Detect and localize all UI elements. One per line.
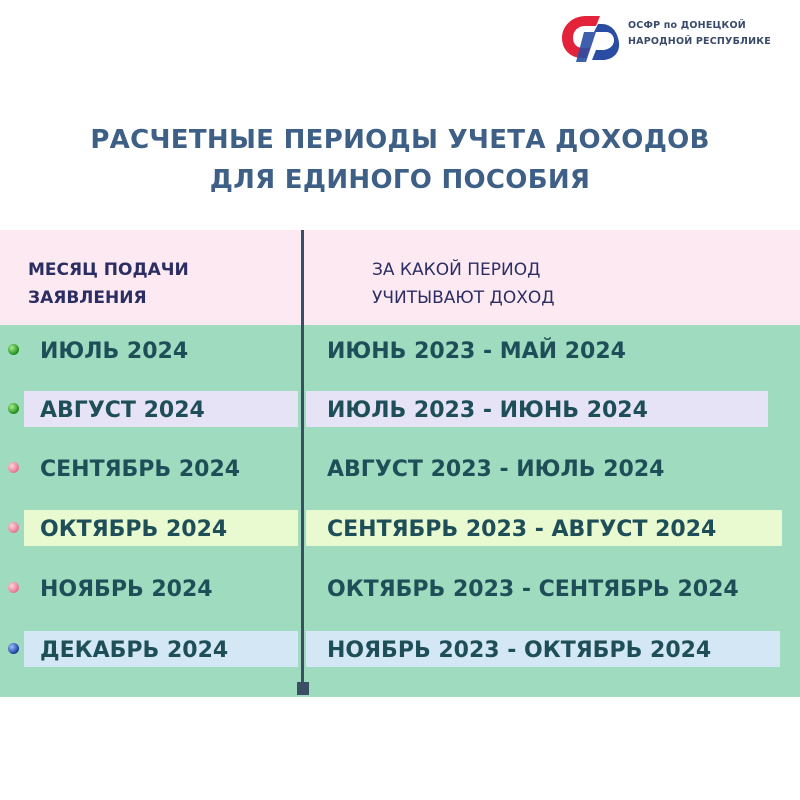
row-period: НОЯБРЬ 2023 - ОКТЯБРЬ 2024 [327,638,712,663]
bullet-icon [8,403,19,414]
row-month: ОКТЯБРЬ 2024 [40,517,228,542]
column-header-month-line-1: МЕСЯЦ ПОДАЧИ [28,260,189,280]
bullet-icon [8,582,19,593]
column-header-month-line-2: ЗАЯВЛЕНИЯ [28,288,147,308]
bullet-icon [8,643,19,654]
title-line-1: РАСЧЕТНЫЕ ПЕРИОДЫ УЧЕТА ДОХОДОВ [90,125,710,155]
bullet-icon [8,344,19,355]
row-month: ДЕКАБРЬ 2024 [40,638,229,663]
row-period: АВГУСТ 2023 - ИЮЛЬ 2024 [327,457,665,482]
bullet-icon [8,462,19,473]
column-divider [301,230,304,690]
row-month: ИЮЛЬ 2024 [40,339,189,364]
page-title [0,120,800,200]
column-header-period-line-2: УЧИТЫВАЮТ ДОХОД [372,288,555,308]
row-month: АВГУСТ 2024 [40,398,205,423]
row-period: ИЮЛЬ 2023 - ИЮНЬ 2024 [327,398,648,423]
osfr-emblem-icon [556,10,620,64]
osfr-logo [556,10,796,70]
logo-line-2: НАРОДНОЙ РЕСПУБЛИКЕ [628,36,771,47]
row-period: ОКТЯБРЬ 2023 - СЕНТЯБРЬ 2024 [327,577,739,602]
column-divider-end-marker [297,682,309,695]
row-period: СЕНТЯБРЬ 2023 - АВГУСТ 2024 [327,517,717,542]
logo-line-1: ОСФР по ДОНЕЦКОЙ [628,20,746,31]
osfr-logo-text [628,18,798,50]
row-period: ИЮНЬ 2023 - МАЙ 2024 [327,339,626,364]
bullet-icon [8,522,19,533]
column-header-month [28,256,288,312]
title-line-2: ДЛЯ ЕДИНОГО ПОСОБИЯ [209,165,591,195]
row-month: СЕНТЯБРЬ 2024 [40,457,241,482]
row-month: НОЯБРЬ 2024 [40,577,213,602]
column-header-period-line-1: ЗА КАКОЙ ПЕРИОД [372,260,541,280]
column-header-period [372,256,772,312]
